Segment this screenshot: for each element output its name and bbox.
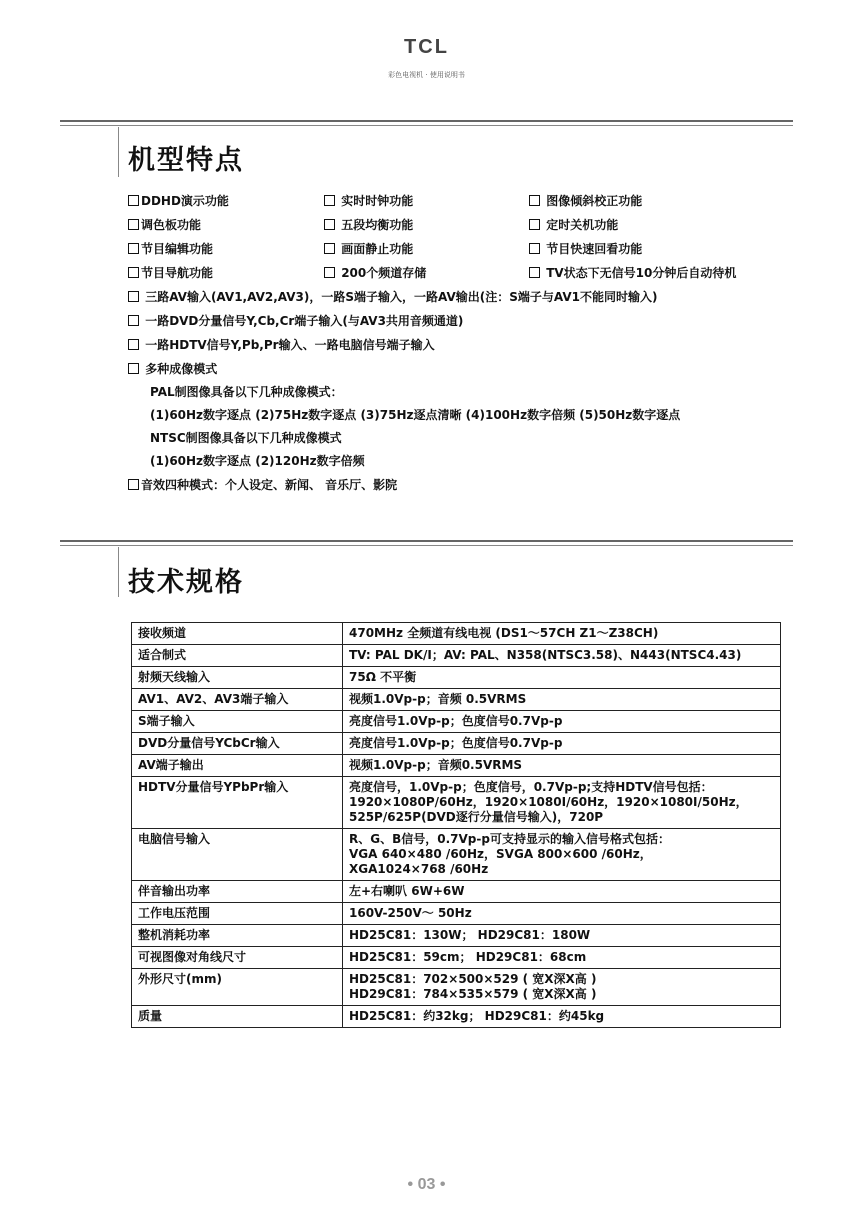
spec-key: 电脑信号输入: [132, 829, 343, 881]
spec-key: 整机消耗功率: [132, 925, 343, 947]
feature-line: 一路DVD分量信号Y,Cb,Cr端子输入(与AV3共用音频通道): [128, 311, 798, 331]
features-grid: [128, 192, 798, 283]
feature-item: 调色板功能: [128, 216, 324, 235]
feature-subline: PAL制图像具备以下几种成像模式：: [150, 385, 343, 399]
page-number: • 03 •: [407, 1176, 446, 1193]
checkbox-icon: [324, 267, 335, 278]
spec-value: HD25C81：702×500×529 ( 宽X深X高 ) HD29C81：784×535×579 ( 宽X深X高 ): [343, 969, 781, 1006]
spec-value: 160V-250V～ 50Hz: [343, 903, 781, 925]
checkbox-icon: [324, 195, 335, 206]
spec-key: 射频天线输入: [132, 667, 343, 689]
section2-top-rule: [60, 540, 793, 542]
section1-top-rule: [60, 120, 793, 122]
checkbox-icon: [128, 267, 139, 278]
feature-item: 画面静止功能: [324, 240, 529, 259]
checkbox-icon: [529, 195, 540, 206]
spec-key: AV端子输出: [132, 755, 343, 777]
spec-key: AV1、AV2、AV3端子输入: [132, 689, 343, 711]
spec-row: [132, 925, 781, 947]
spec-key: 质量: [132, 1006, 343, 1028]
feature-item: 定时关机功能: [529, 216, 798, 235]
feature-line: 三路AV输入(AV1,AV2,AV3)，一路S端子输入，一路AV输出(注：S端子与AV1不能同时输入): [128, 287, 798, 307]
checkbox-icon: [128, 195, 139, 206]
checkbox-icon: [529, 219, 540, 230]
spec-value: 亮度信号，1.0Vp-p；色度信号，0.7Vp-p;支持HDTV信号包括： 1920×1080P/60Hz，1920×1080I/60Hz，1920×1080I/50Hz， 525P/625P(DVD逐行分量信号输入)，720P: [343, 777, 781, 829]
feature-line: 音效四种模式：个人设定、新闻、 音乐厅、影院: [128, 475, 798, 495]
checkbox-icon: [128, 315, 139, 326]
spec-value: R、G、B信号，0.7Vp-p可支持显示的输入信号格式包括： VGA 640×480 /60Hz，SVGA 800×600 /60Hz， XGA1024×768 /60Hz: [343, 829, 781, 881]
checkbox-icon: [128, 363, 139, 374]
spec-row: [132, 667, 781, 689]
spec-key: 外形尺寸(mm): [132, 969, 343, 1006]
spec-row: [132, 711, 781, 733]
checkbox-icon: [128, 219, 139, 230]
feature-line: 多种成像模式: [128, 359, 798, 379]
feature-item: 节目快速回看功能: [529, 240, 798, 259]
checkbox-icon: [324, 243, 335, 254]
checkbox-icon: [324, 219, 335, 230]
checkbox-icon: [529, 243, 540, 254]
spec-value: HD25C81：59cm； HD29C81：68cm: [343, 947, 781, 969]
spec-value: HD25C81：约32kg； HD29C81：约45kg: [343, 1006, 781, 1028]
spec-row: [132, 689, 781, 711]
checkbox-icon: [128, 479, 139, 490]
feature-item: TV状态下无信号10分钟后自动待机: [529, 264, 798, 283]
spec-row: [132, 1006, 781, 1028]
spec-value: 470MHz 全频道有线电视 (DS1～57CH Z1～Z38CH): [343, 623, 781, 645]
spec-value: 视频1.0Vp-p；音频0.5VRMS: [343, 755, 781, 777]
spec-key: 可视图像对角线尺寸: [132, 947, 343, 969]
header-subtitle: 彩色电视机 · 使用说明书: [388, 71, 465, 79]
features-block: [128, 192, 798, 495]
section2-title: 技术规格: [128, 567, 244, 598]
spec-value: 亮度信号1.0Vp-p；色度信号0.7Vp-p: [343, 733, 781, 755]
spec-row: [132, 623, 781, 645]
spec-value: 视频1.0Vp-p；音频 0.5VRMS: [343, 689, 781, 711]
checkbox-icon: [128, 339, 139, 350]
spec-value: 75Ω 不平衡: [343, 667, 781, 689]
spec-value: TV: PAL DK/I；AV: PAL、N358(NTSC3.58)、N443(NTSC4.43): [343, 645, 781, 667]
spec-key: HDTV分量信号YPbPr输入: [132, 777, 343, 829]
spec-key: 接收频道: [132, 623, 343, 645]
spec-value: 亮度信号1.0Vp-p；色度信号0.7Vp-p: [343, 711, 781, 733]
section1-title: 机型特点: [128, 145, 244, 176]
feature-line: 一路HDTV信号Y,Pb,Pr输入、一路电脑信号端子输入: [128, 335, 798, 355]
spec-key: 工作电压范围: [132, 903, 343, 925]
feature-item: 图像倾斜校正功能: [529, 192, 798, 211]
spec-key: DVD分量信号YCbCr输入: [132, 733, 343, 755]
checkbox-icon: [529, 267, 540, 278]
spec-value: HD25C81：130W； HD29C81：180W: [343, 925, 781, 947]
feature-subline: (1)60Hz数字逐点 (2)120Hz数字倍频: [150, 454, 365, 468]
checkbox-icon: [128, 243, 139, 254]
feature-item: 节目导航功能: [128, 264, 324, 283]
spec-row: [132, 829, 781, 881]
section1-vertical-bar: [118, 127, 119, 177]
spec-row: [132, 733, 781, 755]
feature-item: DDHD演示功能: [128, 192, 324, 211]
spec-row: [132, 645, 781, 667]
spec-key: 适合制式: [132, 645, 343, 667]
feature-item: 节目编辑功能: [128, 240, 324, 259]
feature-item: 五段均衡功能: [324, 216, 529, 235]
spec-key: S端子输入: [132, 711, 343, 733]
feature-item: 实时时钟功能: [324, 192, 529, 211]
spec-row: [132, 777, 781, 829]
spec-row: [132, 881, 781, 903]
section2-top-rule-thin: [60, 545, 793, 546]
feature-subline: (1)60Hz数字逐点 (2)75Hz数字逐点 (3)75Hz逐点清晰 (4)100Hz数字倍频 (5)50Hz数字逐点: [150, 408, 681, 422]
spec-row: [132, 755, 781, 777]
spec-value: 左+右喇叭 6W+6W: [343, 881, 781, 903]
spec-key: 伴音输出功率: [132, 881, 343, 903]
section2-vertical-bar: [118, 547, 119, 597]
spec-table: [131, 622, 781, 1028]
spec-row: [132, 903, 781, 925]
brand-logo: TCL: [404, 36, 449, 58]
section1-top-rule-thin: [60, 125, 793, 126]
spec-row: [132, 969, 781, 1006]
feature-item: 200个频道存储: [324, 264, 529, 283]
feature-subline: NTSC制图像具备以下几种成像模式: [150, 431, 342, 445]
checkbox-icon: [128, 291, 139, 302]
spec-row: [132, 947, 781, 969]
